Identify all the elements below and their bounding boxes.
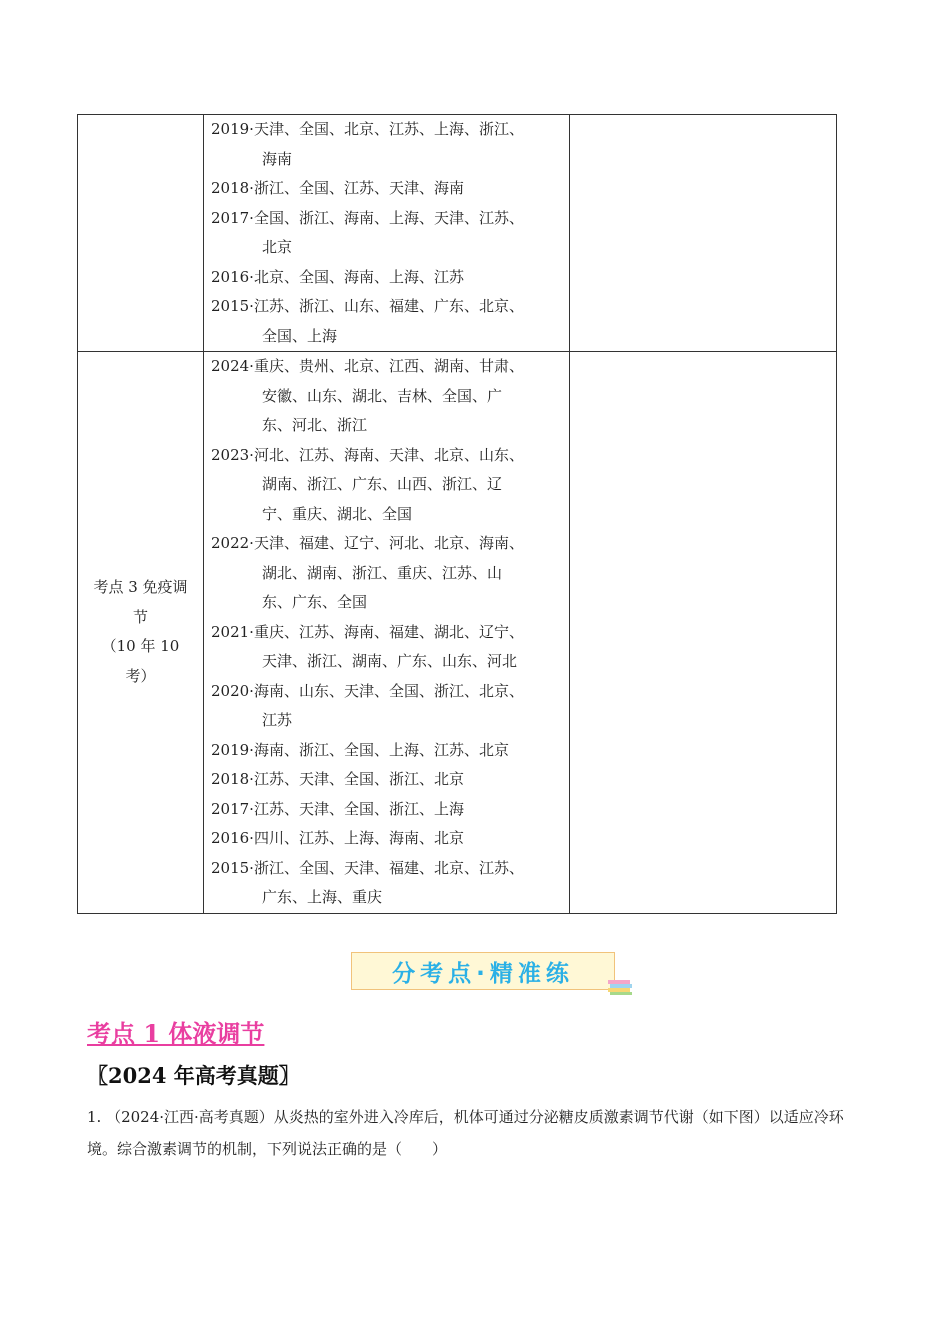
section-title: 考点 1 体液调节 bbox=[87, 1019, 265, 1048]
year-entry bbox=[211, 263, 569, 293]
year-heading: 〖2024 年高考真题〗 bbox=[87, 1063, 300, 1088]
entry-line: 江苏 bbox=[262, 711, 293, 729]
entry-line: 北京 bbox=[262, 238, 293, 256]
entry-line: 湖北、湖南、浙江、重庆、江苏、山 bbox=[262, 563, 503, 582]
year-entries bbox=[204, 352, 569, 913]
table-row bbox=[78, 115, 837, 352]
category-lines bbox=[78, 573, 203, 691]
notes-cell bbox=[570, 115, 837, 352]
entry-line: 广东、上海、重庆 bbox=[262, 888, 383, 906]
category-cell bbox=[78, 115, 204, 352]
category-cell bbox=[78, 352, 204, 914]
entry-line: 2019·天津、全国、北京、江苏、上海、浙江、 bbox=[211, 120, 524, 138]
question-number: 1. bbox=[87, 1108, 102, 1126]
entry-line: 东、广东、全国 bbox=[262, 593, 368, 611]
table-row bbox=[78, 352, 837, 914]
entry-line: 东、河北、浙江 bbox=[262, 416, 368, 434]
entry-line: 宁、重庆、湖北、全国 bbox=[262, 504, 413, 523]
exam-frequency-table bbox=[77, 114, 837, 914]
years-cell bbox=[204, 115, 570, 352]
entry-line: 2022·天津、福建、辽宁、河北、北京、海南、 bbox=[211, 534, 524, 552]
question-text: （2024·江西·高考真题）从炎热的室外进入冷库后，机体可通过分泌糖皮质激素调节代谢（如下图）以适应冷环境。综合激素调节的机制，下列说法正确的是（ ） bbox=[87, 1108, 844, 1158]
year-entry bbox=[211, 292, 569, 351]
entry-line: 2024·重庆、贵州、北京、江西、湖南、甘肃、 bbox=[211, 357, 524, 375]
entry-line: 湖南、浙江、广东、山西、浙江、辽 bbox=[262, 475, 503, 493]
entry-line: 2016·四川、江苏、上海、海南、北京 bbox=[211, 829, 464, 847]
year-entry bbox=[211, 174, 569, 204]
year-entry bbox=[211, 204, 569, 263]
entry-line: 2015·浙江、全国、天津、福建、北京、江苏、 bbox=[211, 858, 524, 877]
year-entry bbox=[211, 115, 569, 174]
entry-line: 天津、浙江、湖南、广东、山东、河北 bbox=[262, 652, 518, 670]
entry-line: 2017·全国、浙江、海南、上海、天津、江苏、 bbox=[211, 208, 524, 227]
year-entry bbox=[211, 618, 569, 677]
category-line: 考） bbox=[125, 666, 156, 685]
entry-line: 2016·北京、全国、海南、上海、江苏 bbox=[211, 267, 464, 286]
year-entry bbox=[211, 441, 569, 530]
notes-cell bbox=[570, 352, 837, 914]
category-line: （10 年 10 bbox=[101, 637, 180, 656]
year-entry bbox=[211, 824, 569, 854]
category-line: 节 bbox=[132, 607, 148, 626]
year-entry bbox=[211, 795, 569, 825]
entry-line: 全国、上海 bbox=[262, 326, 338, 345]
year-entry bbox=[211, 765, 569, 795]
banner-text: 分考点·精准练 bbox=[392, 960, 574, 987]
entry-line: 2018·江苏、天津、全国、浙江、北京 bbox=[211, 770, 464, 788]
question-1 bbox=[87, 1101, 867, 1165]
practice-banner bbox=[351, 952, 615, 990]
entry-line: 2019·海南、浙江、全国、上海、江苏、北京 bbox=[211, 740, 509, 759]
entry-line: 2023·河北、江苏、海南、天津、北京、山东、 bbox=[211, 445, 524, 464]
year-entry bbox=[211, 736, 569, 766]
year-entry bbox=[211, 854, 569, 913]
year-entries bbox=[204, 115, 569, 351]
entry-line: 安徽、山东、湖北、吉林、全国、广 bbox=[262, 386, 503, 405]
entry-line: 2015·江苏、浙江、山东、福建、广东、北京、 bbox=[211, 297, 524, 315]
entry-line: 2021·重庆、江苏、海南、福建、湖北、辽宁、 bbox=[211, 622, 524, 641]
year-entry bbox=[211, 677, 569, 736]
year-entry bbox=[211, 352, 569, 441]
year-entry bbox=[211, 529, 569, 618]
books-icon bbox=[606, 976, 634, 996]
category-line: 考点 3 免疫调 bbox=[93, 578, 188, 597]
entry-line: 2017·江苏、天津、全国、浙江、上海 bbox=[211, 799, 464, 818]
entry-line: 海南 bbox=[262, 149, 293, 168]
entry-line: 2020·海南、山东、天津、全国、浙江、北京、 bbox=[211, 681, 524, 700]
years-cell bbox=[204, 352, 570, 914]
entry-line: 2018·浙江、全国、江苏、天津、海南 bbox=[211, 179, 464, 197]
